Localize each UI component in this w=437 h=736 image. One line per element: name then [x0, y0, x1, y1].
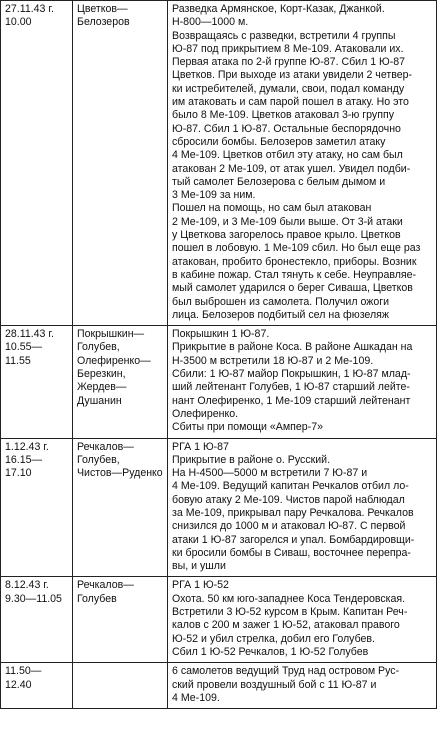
date-cell: 28.11.43 г. 10.55— 11.55 [1, 326, 73, 438]
pilots-cell [73, 663, 168, 709]
date-cell: 11.50— 12.40 [1, 663, 73, 709]
description-cell: РГА 1 Ю-52 Охота. 50 км юго-западнее Коса Тендеровская. Встретили 3 Ю-52 курсом в Крым. Капитан Реч- калов с 200 м зажег 1 Ю-52, атаковал правого Ю-52 и убил стрелка, добил его Голубев. Сбил 1 Ю-52 Речкалов, 1 Ю-52 Голубев [168, 577, 437, 663]
description-cell: Разведка Армянское, Корт-Казак, Джанкой. Н-800—1000 м. Возвращаясь с разведки, встретили 4 группы Ю-87 под прикрытием 8 Ме-109. Атаковали их. Первая атака по 2-й группе Ю-87. Сбил 1 Ю-87 Цветков. При выходе из атаки увидели 2 четвер- ки истребителей, думали, свои, подал команду им атаковать и сам парой пошел в атаку. Но это было 8 Ме-109. Цветков атаковал 3-ю группу Ю-87. Сбил 1 Ю-87. Остальные беспорядочно сбросили бомбы. Белозеров заметил атаку 4 Ме-109. Цветков отбил эту атаку, но сам был атакован 2 Ме-109, от атак ушел. Увидел подби- тый самолет Белозерова с белым дымом и 3 Ме-109 за ним. Пошел на помощь, но сам был атакован 2 Ме-109, и 3 Ме-109 были выше. От 3-й атаки у Цветкова загорелось правое крыло. Цветков пошел в лобовую. 1 Ме-109 сбил. Но был еще раз атакован, пробито бронестекло, приборы. Возник в кабине пожар. Стал тянуть к себе. Неуправляе- мый самолет ударился о берег Сиваша, Цветков был выброшен из самолета. Получил ожоги лица. Белозеров подбитый сел на фюзеляж [168, 1, 437, 326]
pilots-cell: Цветков— Белозеров [73, 1, 168, 326]
table-row [1, 577, 437, 663]
description-cell: Покрышкин 1 Ю-87. Прикрытие в районе Коса. В районе Ашкадан на Н-3500 м встретили 18 Ю-87 и 2 Ме-109. Сбили: 1 Ю-87 майор Покрышкин, 1 Ю-87 млад- ший лейтенант Голубев, 1 Ю-87 старший лейте- нант Олефиренко, 1 Ме-109 старший лейтенант Олефиренко. Сбиты при помощи «Ампер-7» [168, 326, 437, 438]
table-row [1, 1, 437, 326]
combat-log-body [1, 1, 437, 709]
pilots-cell: Речкалов— Голубев, Чистов—Руденко [73, 438, 168, 577]
date-cell: 27.11.43 г. 10.00 [1, 1, 73, 326]
description-cell: 6 самолетов ведущий Труд над островом Рус- ский провели воздушный бой с 11 Ю-87 и 4 Ме-109. [168, 663, 437, 709]
date-cell: 8.12.43 г. 9.30—11.05 [1, 577, 73, 663]
date-cell: 1.12.43 г. 16.15— 17.10 [1, 438, 73, 577]
description-cell: РГА 1 Ю-87 Прикрытие в районе о. Русский. На Н-4500—5000 м встретили 7 Ю-87 и 4 Ме-109. Ведущий капитан Речкалов отбил ло- бовую атаку 2 Ме-109. Чистов парой наблюдал за Ме-109, прикрывал пару Речкалова. Речкалов снизился до 1000 м и атаковал Ю-87. С первой атаки 1 Ю-87 загорелся и упал. Бомбардировщи- ки бросили бомбы в Сиваш, восточнее перепра- вы, и ушли [168, 438, 437, 577]
table-row [1, 438, 437, 577]
table-row [1, 663, 437, 709]
table-row [1, 326, 437, 438]
pilots-cell: Покрышкин— Голубев, Олефиренко— Березкин, Жердев— Душанин [73, 326, 168, 438]
pilots-cell: Речкалов— Голубев [73, 577, 168, 663]
